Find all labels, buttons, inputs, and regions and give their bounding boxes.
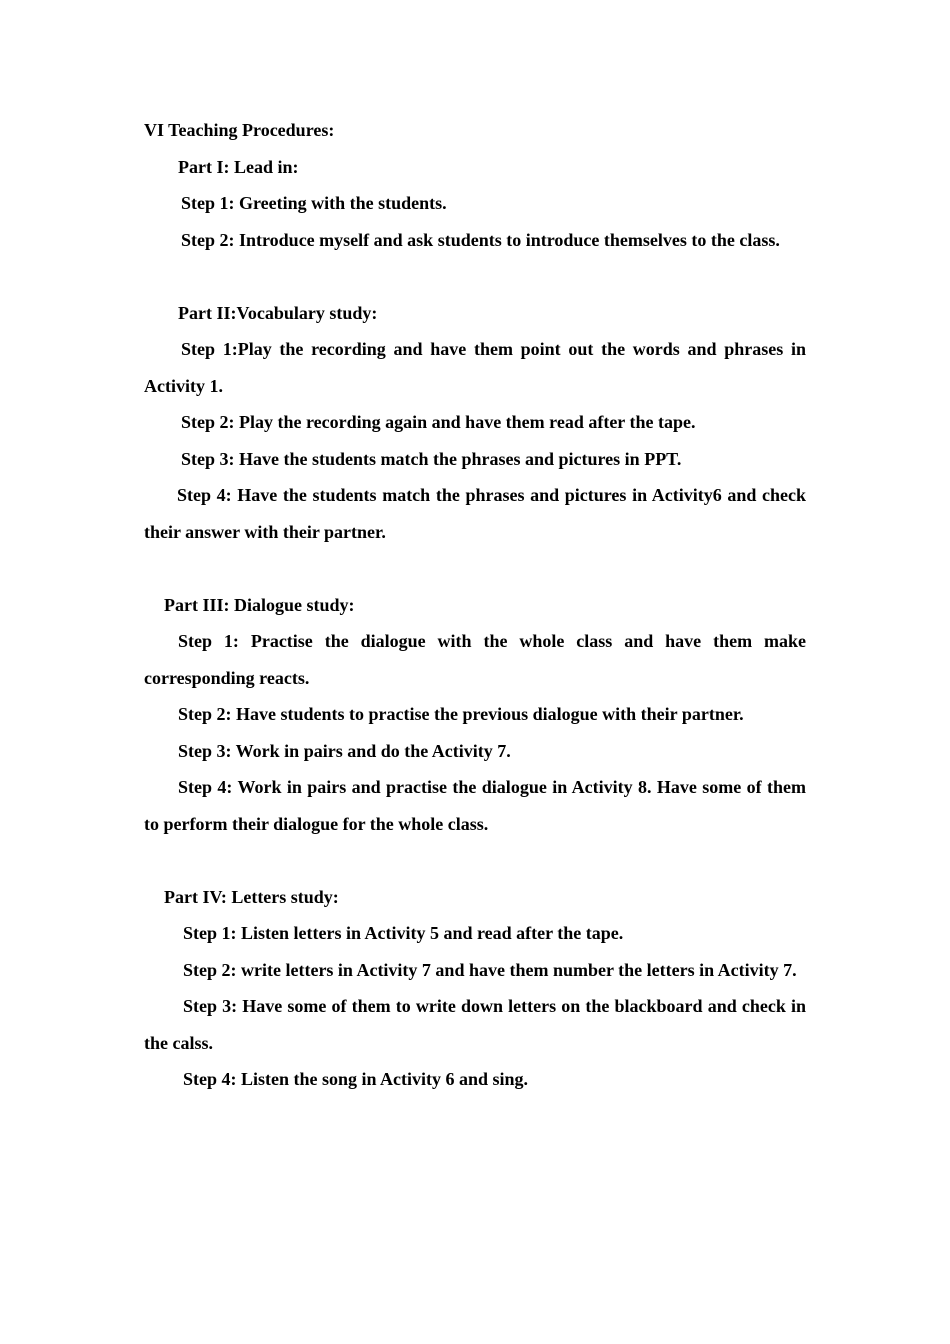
step-2-4: Step 4: Have the students match the phrases and pictures in Activity6 and check their answer with their partner. bbox=[144, 485, 806, 542]
step-3-2: Step 2: Have students to practise the previous dialogue with their partner. bbox=[178, 704, 744, 724]
part-title-3: Part III: Dialogue study: bbox=[164, 594, 355, 615]
section-heading: VI Teaching Procedures: bbox=[144, 120, 335, 140]
step-4-1: Step 1: Listen letters in Activity 5 and read after the tape. bbox=[183, 923, 624, 943]
spacer bbox=[144, 550, 806, 587]
document-body bbox=[144, 112, 806, 1098]
step-3-3: Step 3: Work in pairs and do the Activity 7. bbox=[178, 740, 511, 761]
step-1-2: Step 2: Introduce myself and ask students to introduce themselves to the class. bbox=[181, 229, 780, 250]
spacer bbox=[144, 258, 806, 295]
step-4-2: Step 2: write letters in Activity 7 and have them number the letters in Activity 7. bbox=[183, 959, 797, 980]
step-2-1: Step 1:Play the recording and have them point out the words and phrases in Activity 1. bbox=[144, 339, 806, 396]
part-title-4: Part IV: Letters study: bbox=[164, 886, 339, 907]
step-2-3: Step 3: Have the students match the phrases and pictures in PPT. bbox=[181, 448, 682, 469]
step-2-2: Step 2: Play the recording again and have them read after the tape. bbox=[181, 412, 696, 432]
part-title-1: Part I: Lead in: bbox=[178, 156, 299, 177]
step-4-3: Step 3: Have some of them to write down letters on the blackboard and check in the calss. bbox=[144, 996, 806, 1053]
step-3-1: Step 1: Practise the dialogue with the whole class and have them make corresponding reacts. bbox=[144, 631, 806, 688]
part-title-2: Part II:Vocabulary study: bbox=[178, 302, 378, 323]
step-4-4: Step 4: Listen the song in Activity 6 and sing. bbox=[183, 1069, 529, 1089]
spacer bbox=[144, 842, 806, 879]
step-3-4: Step 4: Work in pairs and practise the dialogue in Activity 8. Have some of them to perform their dialogue for the whole class. bbox=[144, 777, 806, 834]
step-1-1: Step 1: Greeting with the students. bbox=[181, 193, 447, 213]
